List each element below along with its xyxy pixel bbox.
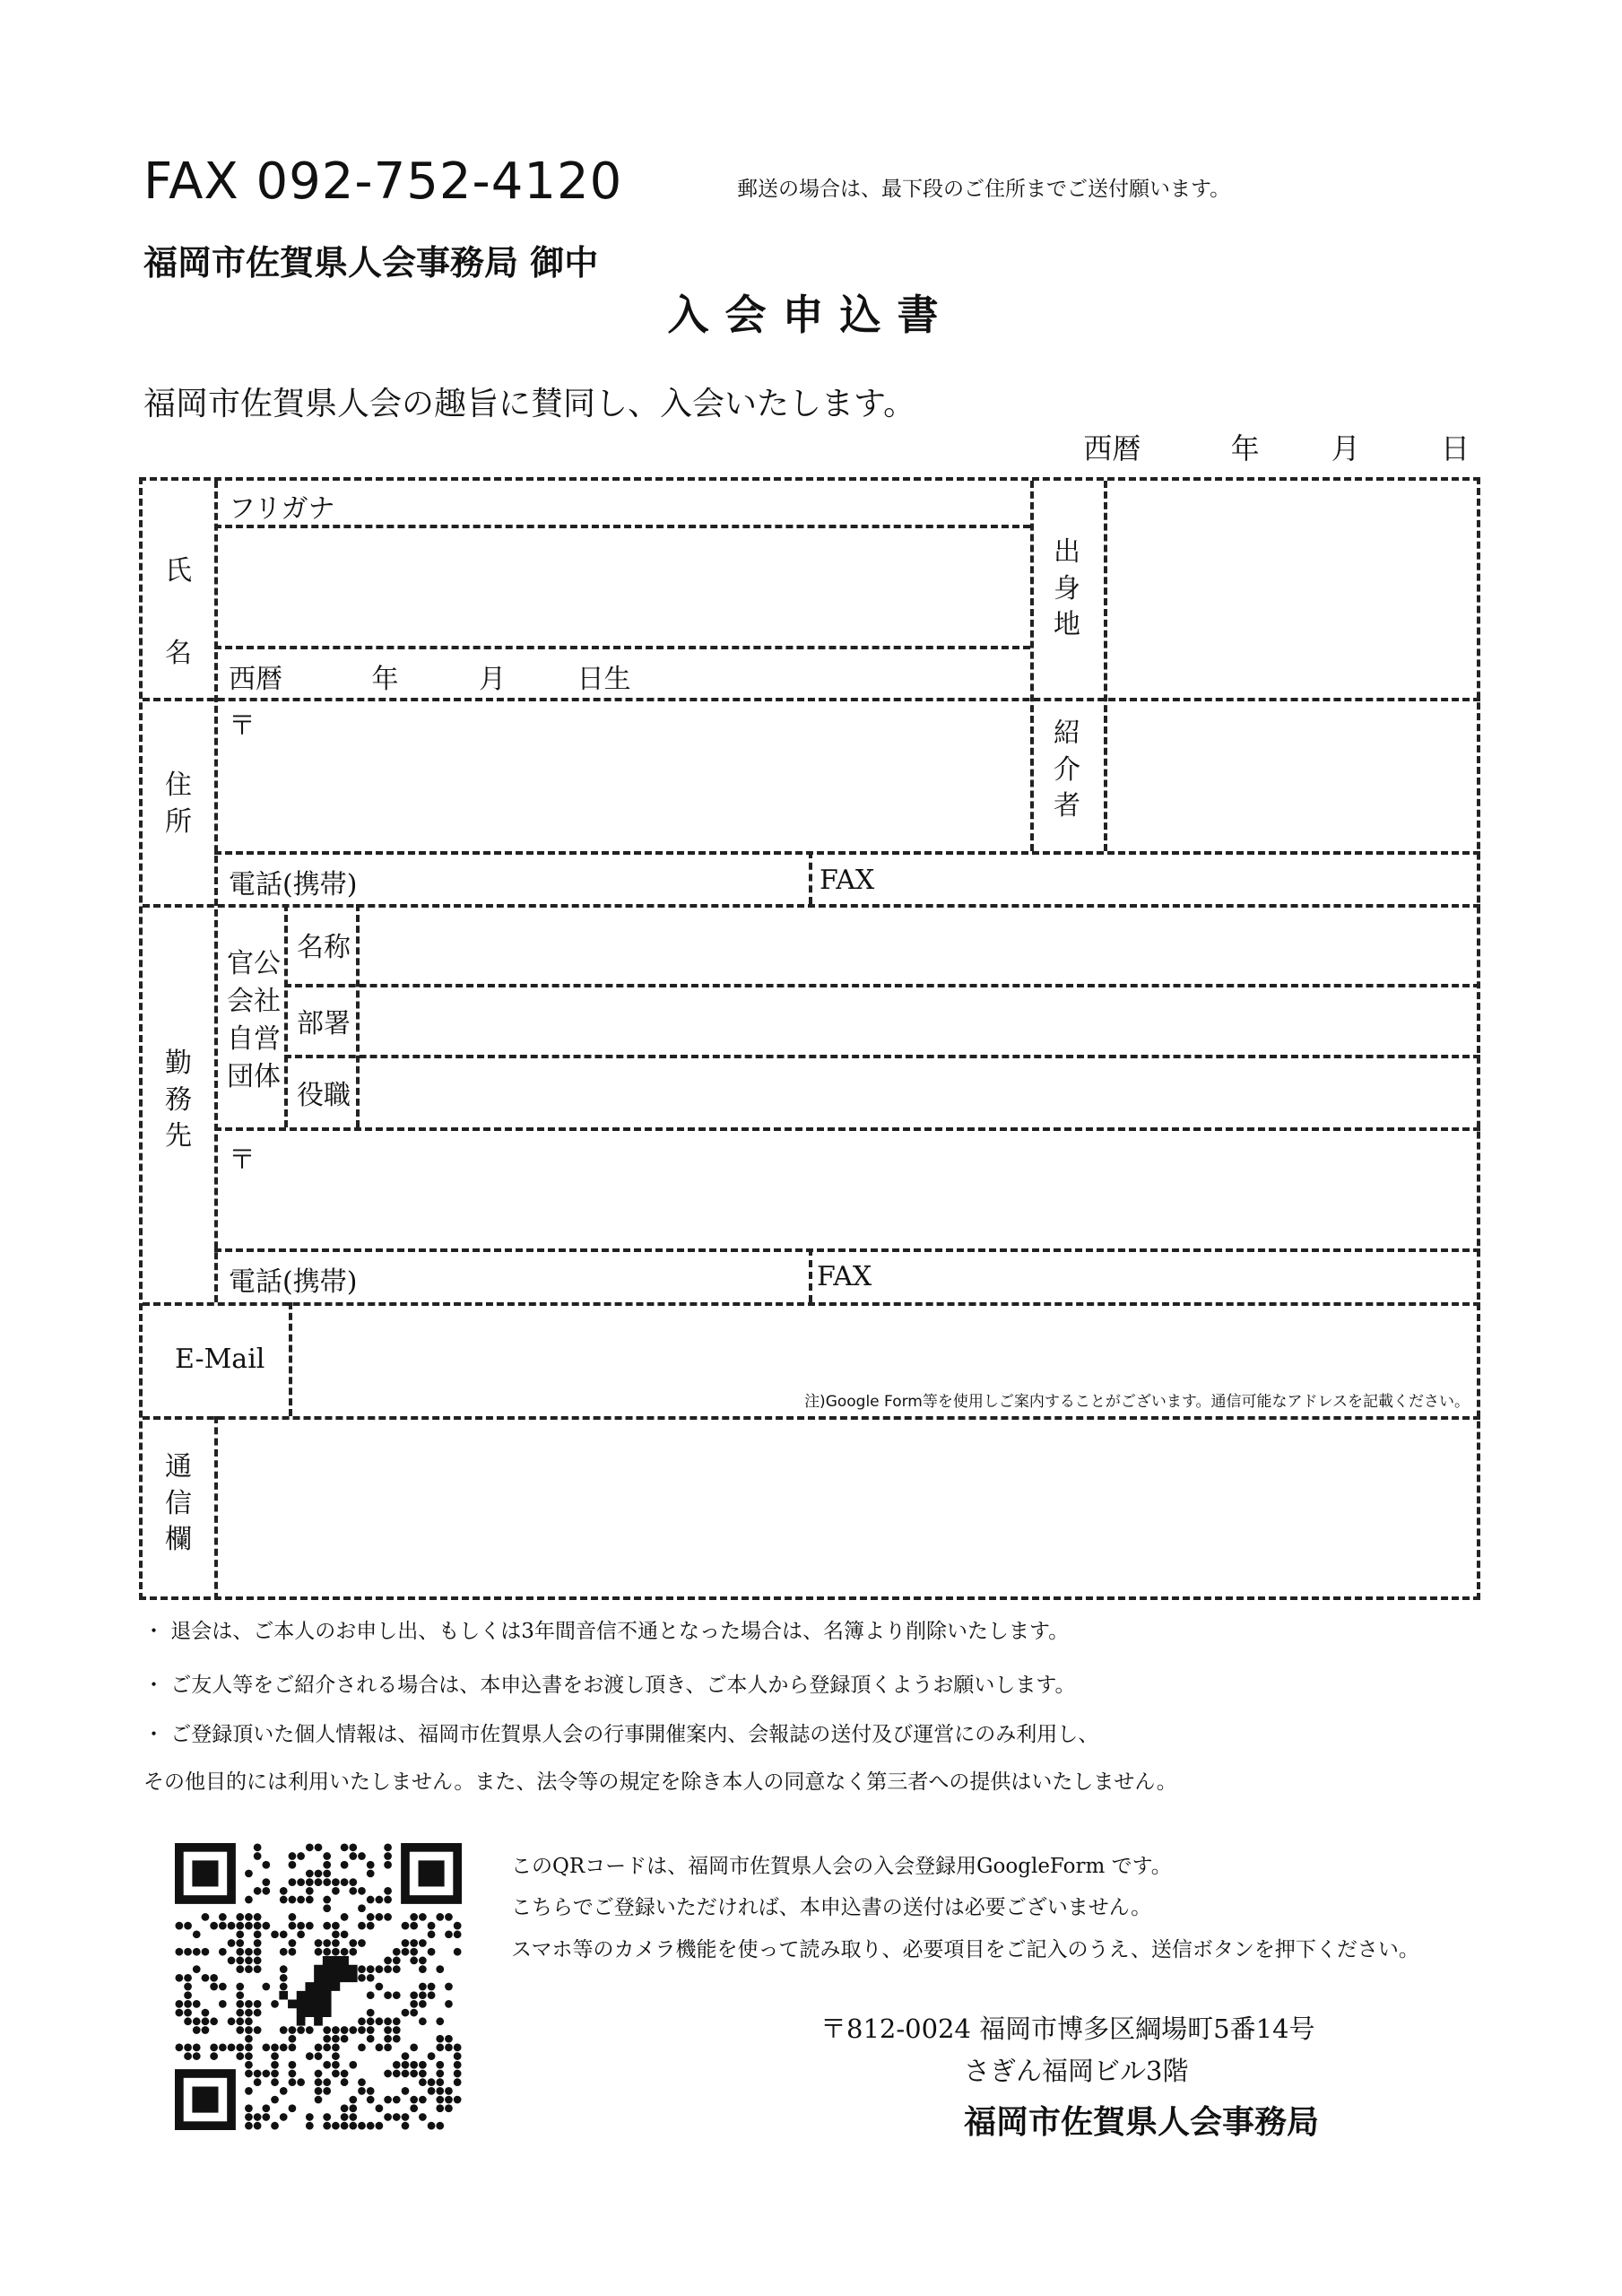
comm-field[interactable] bbox=[221, 1422, 1475, 1593]
divider bbox=[1030, 481, 1034, 851]
form-title: 入会申込書 bbox=[667, 291, 955, 339]
address-line-2: さぎん福岡ビル3階 bbox=[964, 2056, 1189, 2086]
referrer-label: 紹 介 者 bbox=[1054, 718, 1080, 822]
qr-info-2: こちらでご登録いただければ、本申込書の送付は必要ございません。 bbox=[511, 1896, 1152, 1919]
date-month: 月 bbox=[1331, 431, 1360, 465]
department-field[interactable] bbox=[363, 989, 1475, 1052]
divider bbox=[214, 1127, 1480, 1131]
divider bbox=[143, 1302, 1480, 1306]
position-field[interactable] bbox=[363, 1060, 1475, 1125]
org-type-label: 官公 会社 自営 団体 bbox=[227, 948, 281, 1092]
email-field[interactable] bbox=[295, 1308, 1474, 1379]
divider bbox=[214, 646, 1030, 649]
fax-number: FAX 092-752-4120 bbox=[143, 152, 623, 211]
divider bbox=[214, 1248, 1480, 1252]
work-phone-label: 電話(携帯) bbox=[229, 1266, 358, 1298]
office-name: 福岡市佐賀県人会事務局 bbox=[964, 2104, 1320, 2141]
divider bbox=[289, 1302, 292, 1416]
company-name-label: 名称 bbox=[297, 932, 351, 963]
application-date[interactable] bbox=[1083, 426, 1470, 467]
birthplace-field[interactable] bbox=[1109, 484, 1477, 696]
address-line-1: 〒812-0024 福岡市博多区綱場町5番14号 bbox=[820, 2013, 1315, 2044]
divider bbox=[143, 1416, 1480, 1420]
divider bbox=[809, 851, 812, 904]
postal-mark: 〒 bbox=[229, 710, 256, 742]
date-year: 年 bbox=[1230, 431, 1260, 465]
divider bbox=[809, 1248, 812, 1302]
name-label: 氏 名 bbox=[165, 555, 192, 669]
divider bbox=[214, 1416, 218, 1600]
application-form bbox=[139, 477, 1480, 1600]
work-address-field[interactable] bbox=[259, 1134, 1474, 1245]
work-fax-label: FAX bbox=[817, 1261, 872, 1292]
divider bbox=[214, 851, 1480, 855]
comm-label: 通 信 欄 bbox=[165, 1451, 192, 1555]
note-1: ・ 退会は、ご本人のお申し出、もしくは3年間音信不通となった場合は、名簿より削除いたします。 bbox=[143, 1620, 1070, 1643]
recipient: 福岡市佐賀県人会事務局 御中 bbox=[143, 243, 599, 283]
email-note: 注)Google Form等を使用しご案内することがございます。通信可能なアドレスを記載ください。 bbox=[804, 1393, 1470, 1411]
email-label: E-Mail bbox=[175, 1344, 265, 1375]
birth-date-label: 西暦 年 月 日生 bbox=[229, 664, 631, 695]
qr-code-icon[interactable] bbox=[175, 1843, 462, 2130]
divider bbox=[284, 1055, 1480, 1058]
divider bbox=[284, 984, 1480, 987]
divider bbox=[214, 525, 1030, 528]
fax-label: FAX bbox=[820, 865, 875, 896]
workplace-label: 勤 務 先 bbox=[165, 1048, 192, 1152]
department-label: 部署 bbox=[297, 1008, 351, 1039]
phone-label: 電話(携帯) bbox=[229, 869, 358, 900]
referrer-field[interactable] bbox=[1109, 703, 1477, 847]
work-postal-mark: 〒 bbox=[229, 1144, 256, 1176]
divider bbox=[143, 904, 1480, 908]
company-name-field[interactable] bbox=[363, 909, 1475, 981]
intro-text: 福岡市佐賀県人会の趣旨に賛同し、入会いたします。 bbox=[143, 386, 916, 422]
note-3: ・ ご登録頂いた個人情報は、福岡市佐賀県人会の行事開催案内、会報誌の送付及び運営にのみ利用し、 bbox=[143, 1723, 1099, 1746]
divider bbox=[1104, 481, 1107, 851]
birthplace-label: 出 身 地 bbox=[1054, 536, 1080, 640]
note-4: その他目的には利用いたしません。また、法令等の規定を除き本人の同意なく第三者への提供はいたしません。 bbox=[143, 1770, 1177, 1794]
furigana-label: フリガナ bbox=[229, 493, 335, 525]
address-field[interactable] bbox=[259, 703, 1026, 847]
date-day: 日 bbox=[1440, 431, 1470, 465]
name-field[interactable] bbox=[218, 529, 1028, 644]
qr-info-1: このQRコードは、福岡市佐賀県人会の入会登録用GoogleForm です。 bbox=[511, 1855, 1172, 1878]
position-label: 役職 bbox=[297, 1080, 351, 1111]
mail-note: 郵送の場合は、最下段のご住所までご送付願います。 bbox=[737, 178, 1231, 201]
divider bbox=[143, 698, 1480, 701]
divider bbox=[356, 904, 360, 1127]
note-2: ・ ご友人等をご紹介される場合は、本申込書をお渡し頂き、ご本人から登録頂くようお願いします。 bbox=[143, 1674, 1076, 1697]
qr-info-3: スマホ等のカメラ機能を使って読み取り、必要項目をご記入のうえ、送信ボタンを押下ください。 bbox=[511, 1938, 1419, 1961]
divider bbox=[284, 904, 288, 1127]
date-era: 西暦 bbox=[1083, 431, 1141, 465]
address-label: 住 所 bbox=[165, 770, 192, 838]
